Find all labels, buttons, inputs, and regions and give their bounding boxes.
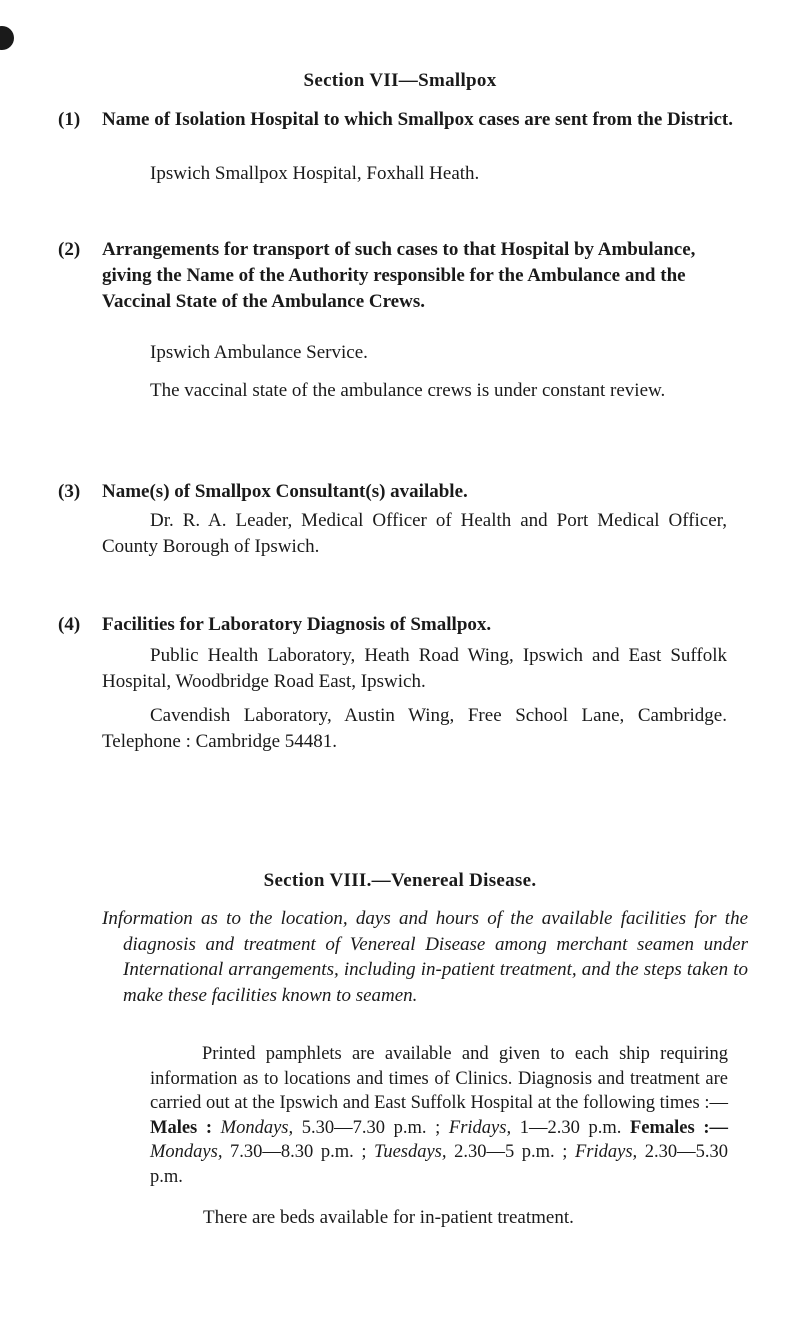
section-8-title: Section VIII.—Venereal Disease. bbox=[263, 870, 537, 891]
item-1-paragraph-1: Ipswich Smallpox Hospital, Foxhall Heath. bbox=[150, 163, 480, 184]
section-8-intro: Information as to the location, days and hours of the available facilities for the diagnosis and treatment of Venereal Disease among merchant seamen under International arrangements, including in-patient treatment, and the steps taken to make these facilities known to seamen. bbox=[102, 908, 748, 1006]
females-label: Females :— bbox=[629, 1117, 728, 1138]
item-3-heading bbox=[58, 479, 742, 505]
item-4-heading bbox=[58, 612, 742, 638]
females-day-2: Tuesdays, bbox=[374, 1142, 447, 1162]
item-3-heading-text: Name(s) of Smallpox Consultant(s) available. bbox=[102, 481, 468, 502]
item-2-heading-text: Arrangements for transport of such cases to that Hospital by Ambulance, giving the Name of the Authority responsible for the Ambulance and the Vaccinal State of the Ambulance Crews. bbox=[102, 239, 696, 312]
females-day-1: Mondays, bbox=[150, 1142, 223, 1162]
item-4-heading-text: Facilities for Laboratory Diagnosis of Smallpox. bbox=[102, 614, 492, 635]
item-3-number: (3) bbox=[58, 481, 81, 502]
item-3-paragraph-1: Dr. R. A. Leader, Medical Officer of Health and Port Medical Officer, County Borough of Ipswich. bbox=[102, 510, 727, 557]
item-1-heading-text: Name of Isolation Hospital to which Smallpox cases are sent from the District. bbox=[102, 109, 733, 130]
item-1-number: (1) bbox=[58, 109, 81, 130]
item-4-number: (4) bbox=[58, 614, 81, 635]
females-time-3: 2.30—5.30 p.m. bbox=[150, 1142, 728, 1187]
item-4-paragraph-2: Cavendish Laboratory, Austin Wing, Free School Lane, Cambridge. Telephone : Cambridge 54481. bbox=[102, 705, 727, 752]
males-day-1: Mondays, bbox=[220, 1117, 294, 1138]
section-7-title: Section VII—Smallpox bbox=[303, 70, 497, 91]
item-1-heading bbox=[58, 107, 742, 133]
item-2-paragraph-2: The vaccinal state of the ambulance crews is under constant review. bbox=[150, 380, 666, 401]
males-label: Males : bbox=[150, 1117, 213, 1138]
females-day-3: Fridays, bbox=[574, 1142, 638, 1162]
females-time-2: 2.30—5 p.m. ; bbox=[446, 1142, 568, 1162]
punch-hole bbox=[0, 26, 14, 50]
item-2-number: (2) bbox=[58, 239, 81, 260]
males-day-2: Fridays, bbox=[448, 1117, 512, 1138]
beds-statement: There are beds available for in-patient treatment. bbox=[203, 1207, 574, 1228]
males-time-2: 1—2.30 p.m. bbox=[511, 1117, 622, 1138]
item-2-heading bbox=[58, 237, 742, 315]
item-2-paragraph-1: Ipswich Ambulance Service. bbox=[150, 342, 368, 363]
males-time-1: 5.30—7.30 p.m. ; bbox=[293, 1117, 441, 1138]
females-time-1: 7.30—8.30 p.m. ; bbox=[222, 1142, 367, 1162]
vd-clinic-paragraph bbox=[150, 1042, 728, 1189]
item-4-paragraph-1: Public Health Laboratory, Heath Road Wing, Ipswich and East Suffolk Hospital, Woodbridge Road East, Ipswich. bbox=[102, 645, 727, 692]
vd-body-lead: Printed pamphlets are available and given to each ship requiring information as to locations and times of Clinics. Diagnosis and treatment are carried out at the Ipswich and East Suffolk Hospital at the following times :— bbox=[150, 1044, 728, 1113]
